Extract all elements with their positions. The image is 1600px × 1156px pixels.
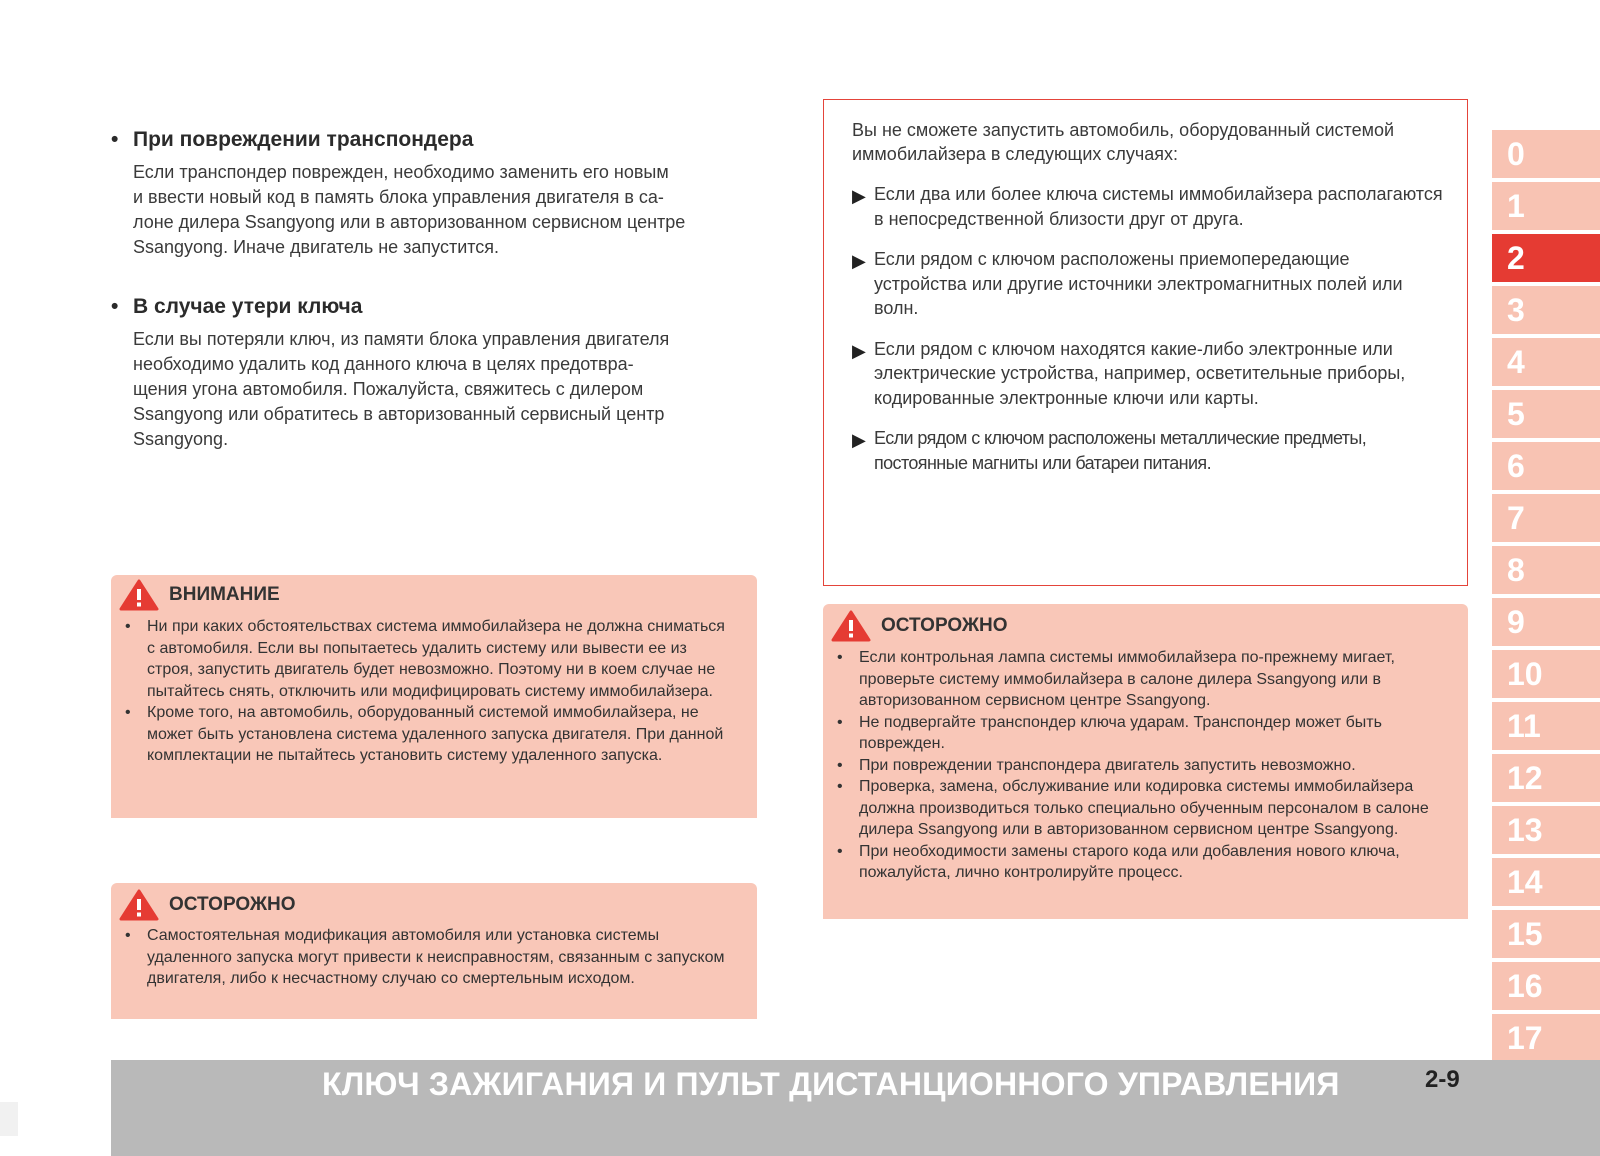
tab-chapter-2[interactable]: 2 <box>1492 234 1600 282</box>
tab-chapter-4[interactable]: 4 <box>1492 338 1600 386</box>
warning-triangle-icon <box>831 610 871 642</box>
list-item-text: Кроме того, на автомобиль, оборудованный системой иммобилайзера, не может быть установлена система удаленного запуска двигателя. При данной комплектации не пытайтесь установить систему удаленного запуска. <box>147 704 724 764</box>
tab-chapter-1[interactable]: 1 <box>1492 182 1600 230</box>
section-heading-text: В случае утери ключа <box>133 295 363 318</box>
caution-title: ОСТОРОЖНО <box>169 894 296 915</box>
bullet: • <box>111 128 119 151</box>
caution-header <box>111 883 757 922</box>
info-item <box>852 337 1443 411</box>
warning-triangle-icon <box>119 889 159 921</box>
tab-chapter-6[interactable]: 6 <box>1492 442 1600 490</box>
section-body <box>111 327 757 452</box>
list-item <box>125 702 733 767</box>
tab-chapter-3[interactable]: 3 <box>1492 286 1600 334</box>
caution-title: ОСТОРОЖНО <box>881 615 1008 636</box>
tab-chapter-10[interactable]: 10 <box>1492 650 1600 698</box>
body-line: Ssangyong или обратитесь в авторизованный сервисный центр <box>133 404 665 424</box>
section-heading-text: При повреждении транспондера <box>133 128 474 151</box>
list-item-text: Проверка, замена, обслуживание или кодировка системы иммобилайзера должна производиться только специально обученным персоналом в салоне дилера Ssangyong или в авторизованном сервисном центре Ssangyong. <box>859 778 1429 838</box>
list-item <box>837 647 1444 712</box>
body-line: Если вы потеряли ключ, из памяти блока управления двигателя <box>133 329 670 349</box>
list-item <box>837 776 1444 841</box>
tab-chapter-0[interactable]: 0 <box>1492 130 1600 178</box>
section-damaged-transponder <box>111 128 757 260</box>
footer-title: КЛЮЧ ЗАЖИГАНИЯ И ПУЛЬТ ДИСТАНЦИОННОГО УПРАВЛЕНИЯ <box>322 1066 1340 1102</box>
warning-triangle-icon <box>119 579 159 611</box>
warning-list <box>111 616 757 767</box>
bullet: • <box>125 618 131 635</box>
warning-box <box>111 575 757 818</box>
section-heading <box>111 128 757 152</box>
info-item <box>852 426 1443 475</box>
arrow-right-icon: ▶ <box>852 340 866 361</box>
info-intro: Вы не сможете запустить автомобиль, оборудованный системой иммобилайзера в следующих случаях: <box>852 120 1395 164</box>
body-line: и ввести новый код в память блока управления двигателя в са- <box>133 187 664 207</box>
list-item <box>125 925 733 990</box>
bullet: • <box>837 756 843 774</box>
tab-chapter-12[interactable]: 12 <box>1492 754 1600 802</box>
bullet: • <box>111 295 119 318</box>
warning-header <box>111 575 757 612</box>
tab-chapter-16[interactable]: 16 <box>1492 962 1600 1010</box>
warning-title: ВНИМАНИЕ <box>169 584 280 605</box>
info-item-text: Если рядом с ключом расположены приемопередающие устройства или другие источники электромагнитных полей или волн. <box>874 249 1403 318</box>
section-heading <box>111 295 757 319</box>
tab-chapter-7[interactable]: 7 <box>1492 494 1600 542</box>
arrow-right-icon: ▶ <box>852 186 866 206</box>
bullet: • <box>125 927 131 944</box>
bullet: • <box>837 842 843 860</box>
info-item-text: Если рядом с ключом расположены металлические предметы, постоянные магниты или батареи питания. <box>874 428 1367 473</box>
conditions-info-box <box>823 99 1468 586</box>
body-line: необходимо удалить код данного ключа в целях предотвра- <box>133 354 634 374</box>
tab-chapter-9[interactable]: 9 <box>1492 598 1600 646</box>
caution-list <box>111 925 757 990</box>
caution-box-right <box>823 604 1468 919</box>
arrow-right-icon: ▶ <box>852 251 866 271</box>
bullet: • <box>837 778 843 795</box>
body-line: лоне дилера Ssangyong или в авторизованном сервисном центре <box>133 212 686 232</box>
info-item <box>852 247 1443 321</box>
tab-chapter-11[interactable]: 11 <box>1492 702 1600 750</box>
list-item-text: Ни при каких обстоятельствах система иммобилайзера не должна сниматься с автомобиля. Если вы попытаетесь удалить систему или вывести ее из строя, запустить двигатель будет невозможно. Поэтому ни в коем случае не пытайтесь снять, отключить или модифицировать систему иммобилайзера. <box>147 618 725 700</box>
caution-box-left <box>111 883 757 1019</box>
list-item-text: Не подвергайте транспондер ключа ударам. Транспондер может быть поврежден. <box>859 713 1382 752</box>
list-item-text: Если контрольная лампа системы иммобилайзера по-прежнему мигает, проверьте систему иммобилайзера в салоне дилера Ssangyong или в авторизованном сервисном центре Ssangyong. <box>859 649 1395 709</box>
bullet: • <box>125 704 131 721</box>
corner-mark <box>0 1102 18 1136</box>
info-item <box>852 182 1443 231</box>
tab-chapter-5[interactable]: 5 <box>1492 390 1600 438</box>
body-line: Ssangyong. Иначе двигатель не запустится. <box>133 237 500 257</box>
info-item-text: Если два или более ключа системы иммобилайзера располагаются в непосредственной близости друг от друга. <box>874 184 1443 229</box>
page-number: 2-9 <box>1425 1066 1460 1093</box>
list-item <box>125 616 733 702</box>
body-line: Если транспондер поврежден, необходимо заменить его новым <box>133 162 669 182</box>
chapter-tabs <box>1492 130 1600 1062</box>
info-item-text: Если рядом с ключом находятся какие-либо электронные или электрические устройства, например, осветительные приборы, кодированные электронные ключи или карты. <box>874 338 1406 408</box>
list-item-text: Самостоятельная модификация автомобиля или установка системы удаленного запуска могут привести к неисправностям, связанным с запуском двигателя, либо к несчастному случаю со смертельным исходом. <box>147 927 725 987</box>
section-lost-key <box>111 295 757 452</box>
section-body <box>111 160 757 260</box>
list-item <box>837 841 1444 884</box>
body-line: Ssangyong. <box>133 429 229 449</box>
bullet: • <box>837 713 843 731</box>
caution-header <box>823 604 1468 643</box>
list-item-text: При необходимости замены старого кода или добавления нового ключа, пожалуйста, лично контролируйте процесс. <box>859 842 1400 881</box>
bullet: • <box>837 649 843 666</box>
tab-chapter-17[interactable]: 17 <box>1492 1014 1600 1062</box>
caution-list <box>823 647 1468 884</box>
tab-chapter-14[interactable]: 14 <box>1492 858 1600 906</box>
list-item-text: При повреждении транспондера двигатель запустить невозможно. <box>859 756 1356 774</box>
arrow-right-icon: ▶ <box>852 430 866 450</box>
list-item <box>837 755 1444 777</box>
body-line: щения угона автомобиля. Пожалуйста, свяжитесь с дилером <box>133 379 644 399</box>
list-item <box>837 712 1444 755</box>
tab-chapter-15[interactable]: 15 <box>1492 910 1600 958</box>
tab-chapter-13[interactable]: 13 <box>1492 806 1600 854</box>
tab-chapter-8[interactable]: 8 <box>1492 546 1600 594</box>
